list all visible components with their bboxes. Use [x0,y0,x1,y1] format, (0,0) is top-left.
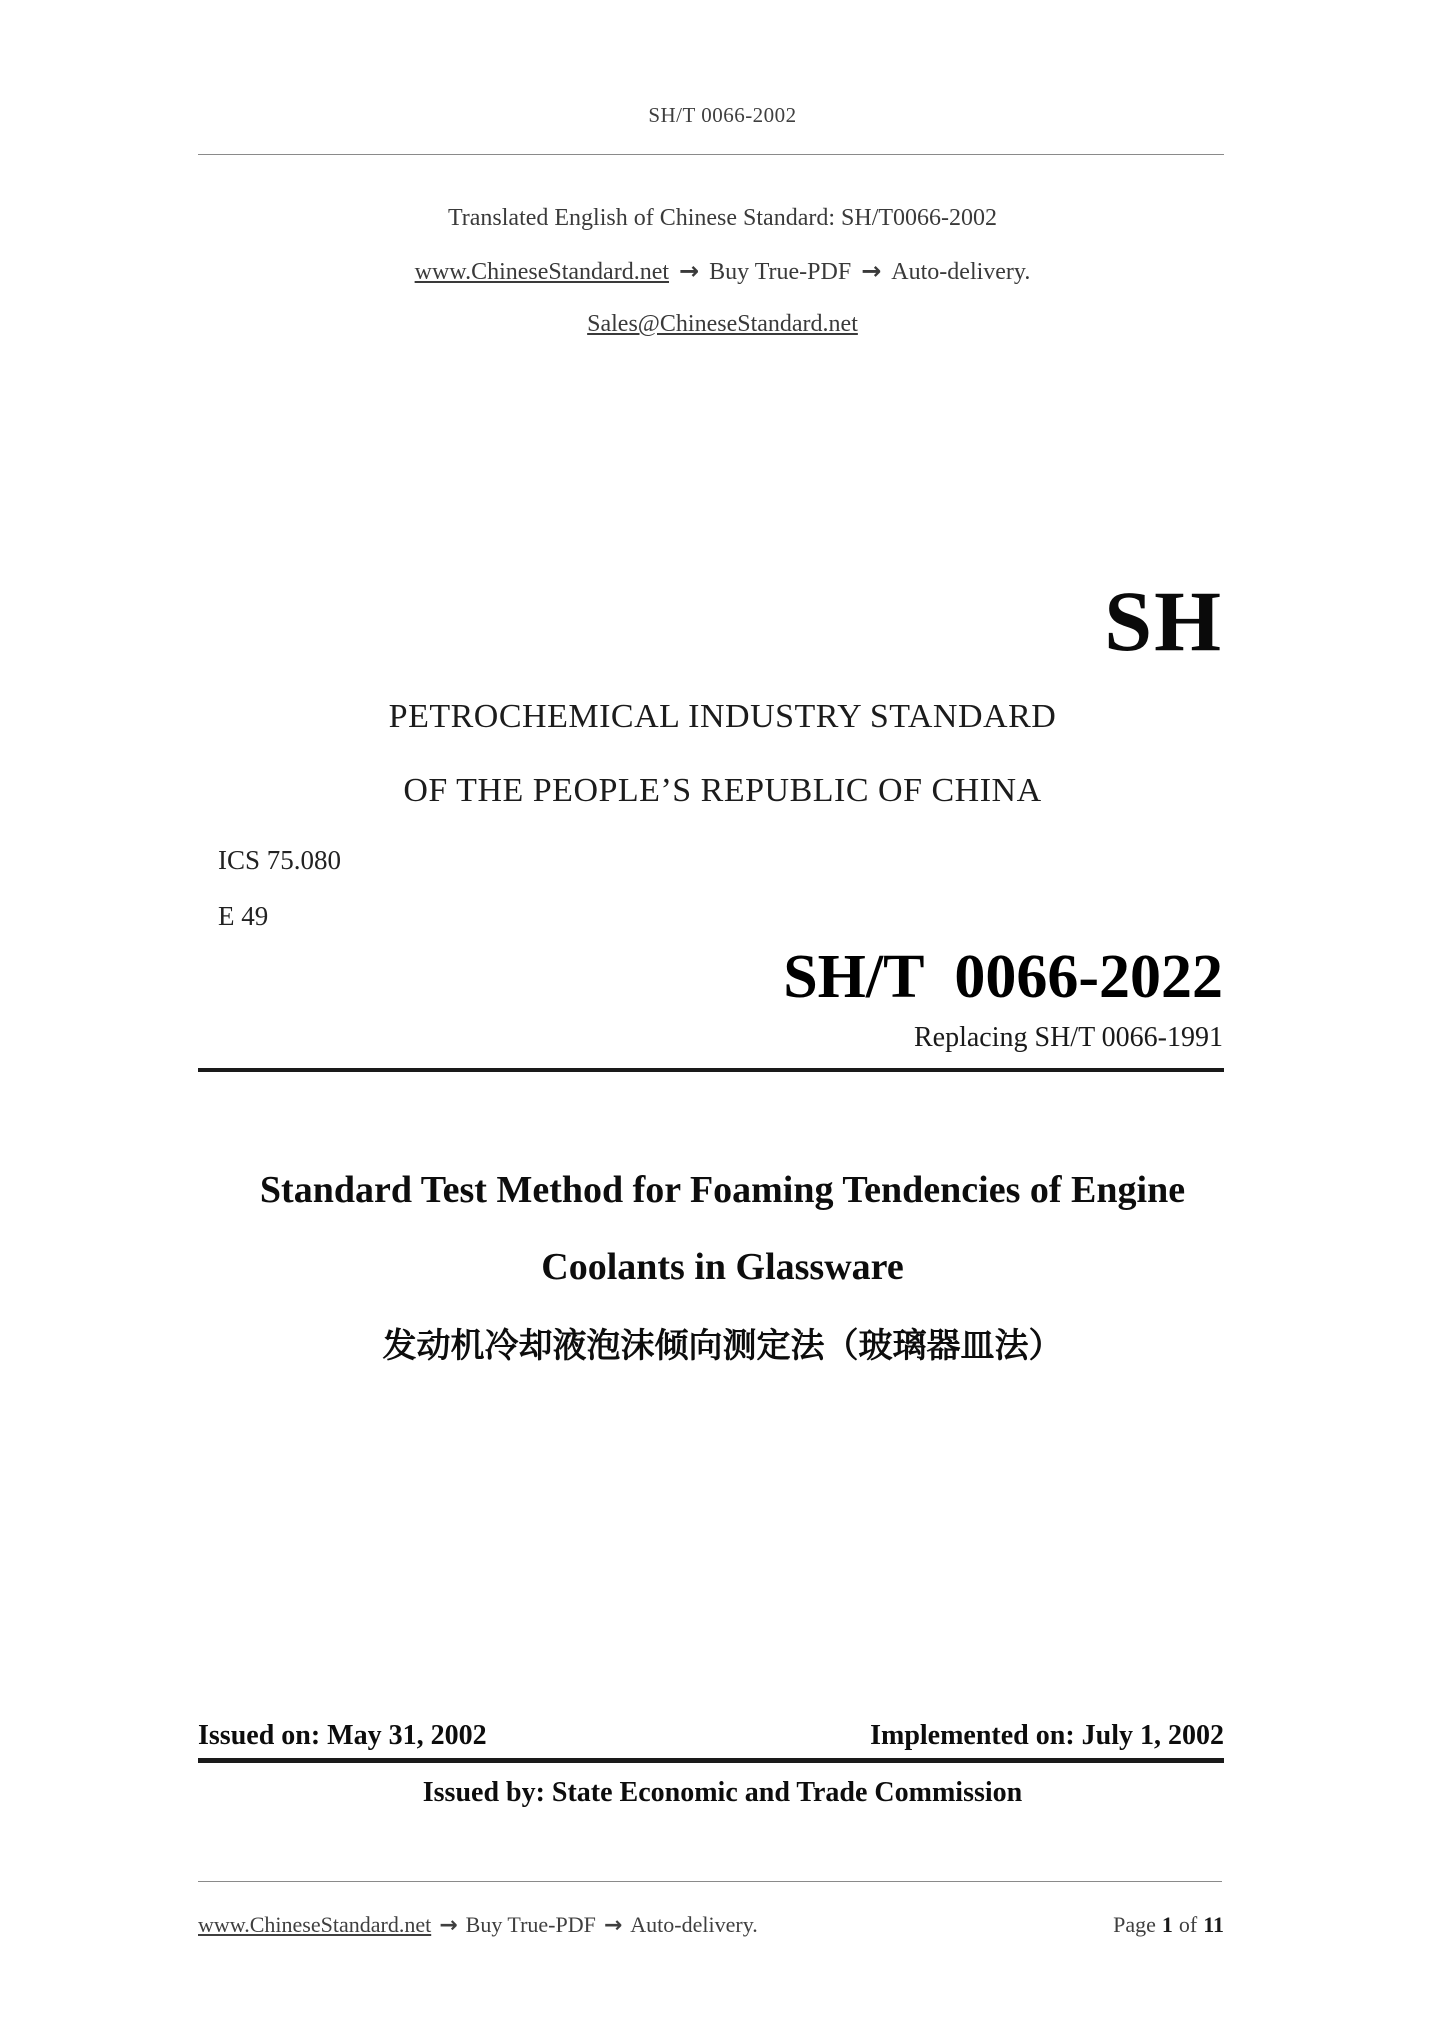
arrow-icon: → [439,1913,458,1938]
issued-on-date: Issued on: May 31, 2002 [198,1720,487,1751]
page-indicator [1107,1912,1224,1938]
header-doc-number: SH/T 0066-2002 [648,103,797,127]
issuance-row [198,1720,1224,1752]
replacing-note: Replacing SH/T 0066-1991 [913,1022,1223,1053]
footer-delivery-text: Auto-delivery. [630,1912,758,1937]
translated-notice: Translated English of Chinese Standard: SH/T0066-2002 [447,205,998,231]
buy-notice-line [0,257,1445,286]
footer [198,1912,1224,1938]
header-divider [198,154,1224,155]
arrow-icon: → [679,257,700,285]
sales-email-link[interactable]: Sales@ChineseStandard.net [587,311,858,337]
sh-logo: SH [1104,573,1223,669]
footer-buy-text: Buy True-PDF [465,1912,596,1937]
email-line [0,311,1445,338]
issued-by: Issued by: State Economic and Trade Commission [422,1777,1023,1808]
current-page-number: 1 [1161,1912,1173,1937]
org-name-line1: PETROCHEMICAL INDUSTRY STANDARD [388,698,1057,735]
page-label: Page [1113,1912,1156,1937]
org-name-line2: OF THE PEOPLE’S REPUBLIC OF CHINA [403,772,1042,809]
site-link[interactable]: www.ChineseStandard.net [414,259,670,285]
title-english-line1: Standard Test Method for Foaming Tendencies of Engine [259,1169,1186,1211]
classification-code: E 49 [218,901,269,931]
standard-number: SH/T 0066-2022 [783,943,1223,1011]
title-chinese: 发动机冷却液泡沫倾向测定法（玻璃器皿法） [382,1327,1063,1365]
ics-code: ICS 75.080 [218,845,342,875]
issuance-divider [198,1758,1224,1763]
title-english-line2: Coolants in Glassware [541,1246,904,1288]
implemented-on-date: Implemented on: July 1, 2002 [870,1720,1224,1751]
arrow-icon: → [603,1913,623,1938]
total-pages-number: 11 [1203,1912,1224,1937]
delivery-text: Auto-delivery. [891,259,1031,285]
of-label: of [1178,1912,1198,1937]
footer-left [198,1912,758,1938]
buy-text: Buy True-PDF [709,259,852,285]
footer-site-link[interactable]: www.ChineseStandard.net [198,1912,432,1937]
arrow-icon: → [861,257,882,285]
footer-divider [198,1881,1222,1882]
standard-number-divider [198,1068,1224,1072]
